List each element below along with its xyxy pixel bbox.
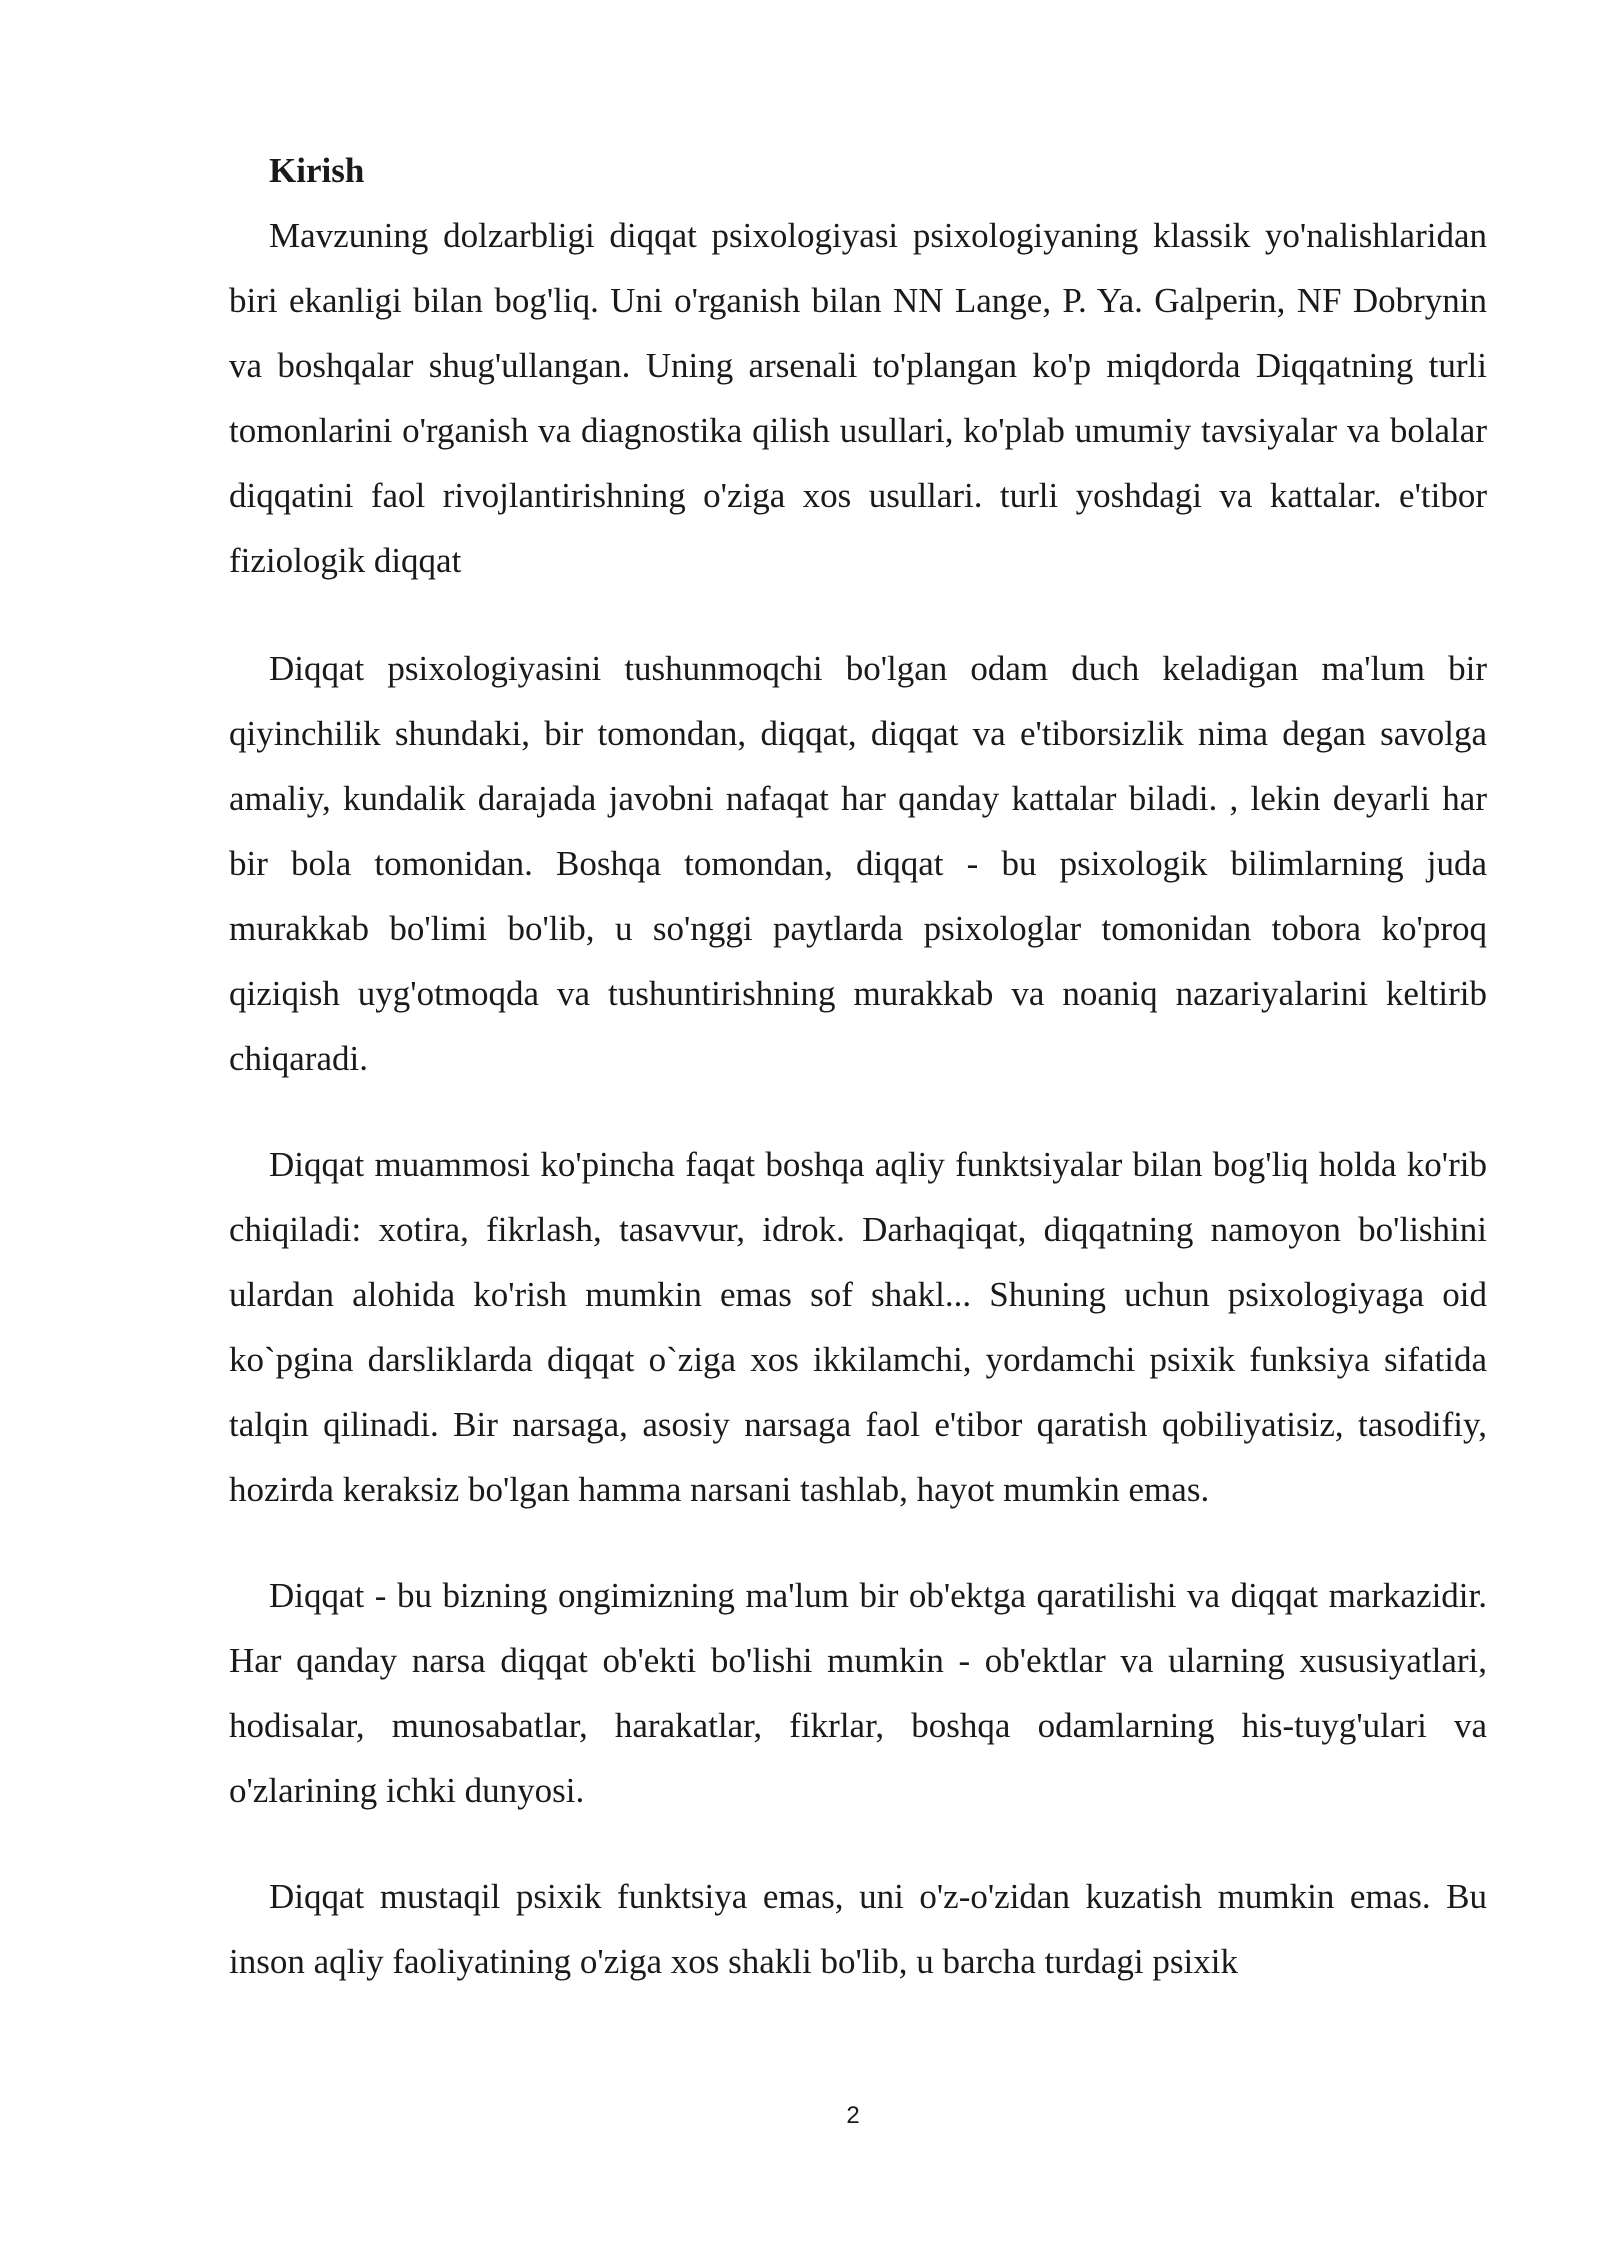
paragraph-5: Diqqat mustaqil psixik funktsiya emas, uni o'z-o'zidan kuzatish mumkin emas. Bu inson aqliy faoliyatining o'ziga xos shakli bo'lib, u barcha turdagi psixik	[229, 1877, 1487, 1981]
paragraph-3: Diqqat muammosi ko'pincha faqat boshqa aqliy funktsiyalar bilan bog'liq holda ko'rib chiqiladi: xotira, fikrlash, tasavvur, idrok. Darhaqiqat, diqqatning namoyon bo'lishini ulardan alohida ko'rish mumkin emas sof shakl... Shuning uchun psixologiyaga oid ko`pgina darsliklarda diqqat o`ziga xos ikkilamchi, yordamchi psixik funksiya sifatida talqin qilinadi. Bir narsaga, asosiy narsaga faol e'tibor qaratish qobiliyatisiz, tasodifiy, hozirda keraksiz bo'lgan hamma narsani tashlab, hayot mumkin emas.	[229, 1145, 1487, 1509]
paragraph-4: Diqqat - bu bizning ongimizning ma'lum bir ob'ektga qaratilishi va diqqat markazidir. Har qanday narsa diqqat ob'ekti bo'lishi mumkin - ob'ektlar va ularning xususiyatlari, hodisalar, munosabatlar, harakatlar, fikrlar, boshqa odamlarning his-tuyg'ulari va o'zlarining ichki dunyosi.	[229, 1576, 1487, 1810]
document-page	[229, 138, 1487, 1994]
paragraph-1: Mavzuning dolzarbligi diqqat psixologiyasi psixologiyaning klassik yo'nalishlaridan biri ekanligi bilan bog'liq. Uni o'rganish bilan NN Lange, P. Ya. Galperin, NF Dobrynin va boshqalar shug'ullangan. Uning arsenali to'plangan ko'p miqdorda Diqqatning turli tomonlarini o'rganish va diagnostika qilish usullari, ko'plab umumiy tavsiyalar va bolalar diqqatini faol rivojlantirishning o'ziga xos usullari. turli yoshdagi va kattalar. e'tibor fiziologik diqqat	[229, 216, 1487, 580]
section-heading: Kirish	[269, 151, 365, 190]
page-number: 2	[846, 2102, 860, 2129]
paragraph-2: Diqqat psixologiyasini tushunmoqchi bo'lgan odam duch keladigan ma'lum bir qiyinchilik shundaki, bir tomondan, diqqat, diqqat va e'tiborsizlik nima degan savolga amaliy, kundalik darajada javobni nafaqat har qanday kattalar biladi. , lekin deyarli har bir bola tomonidan. Boshqa tomondan, diqqat - bu psixologik bilimlarning juda murakkab bo'limi bo'lib, u so'nggi paytlarda psixologlar tomonidan tobora ko'proq qiziqish uyg'otmoqda va tushuntirishning murakkab va noaniq nazariyalarini keltirib chiqaradi.	[229, 649, 1487, 1078]
